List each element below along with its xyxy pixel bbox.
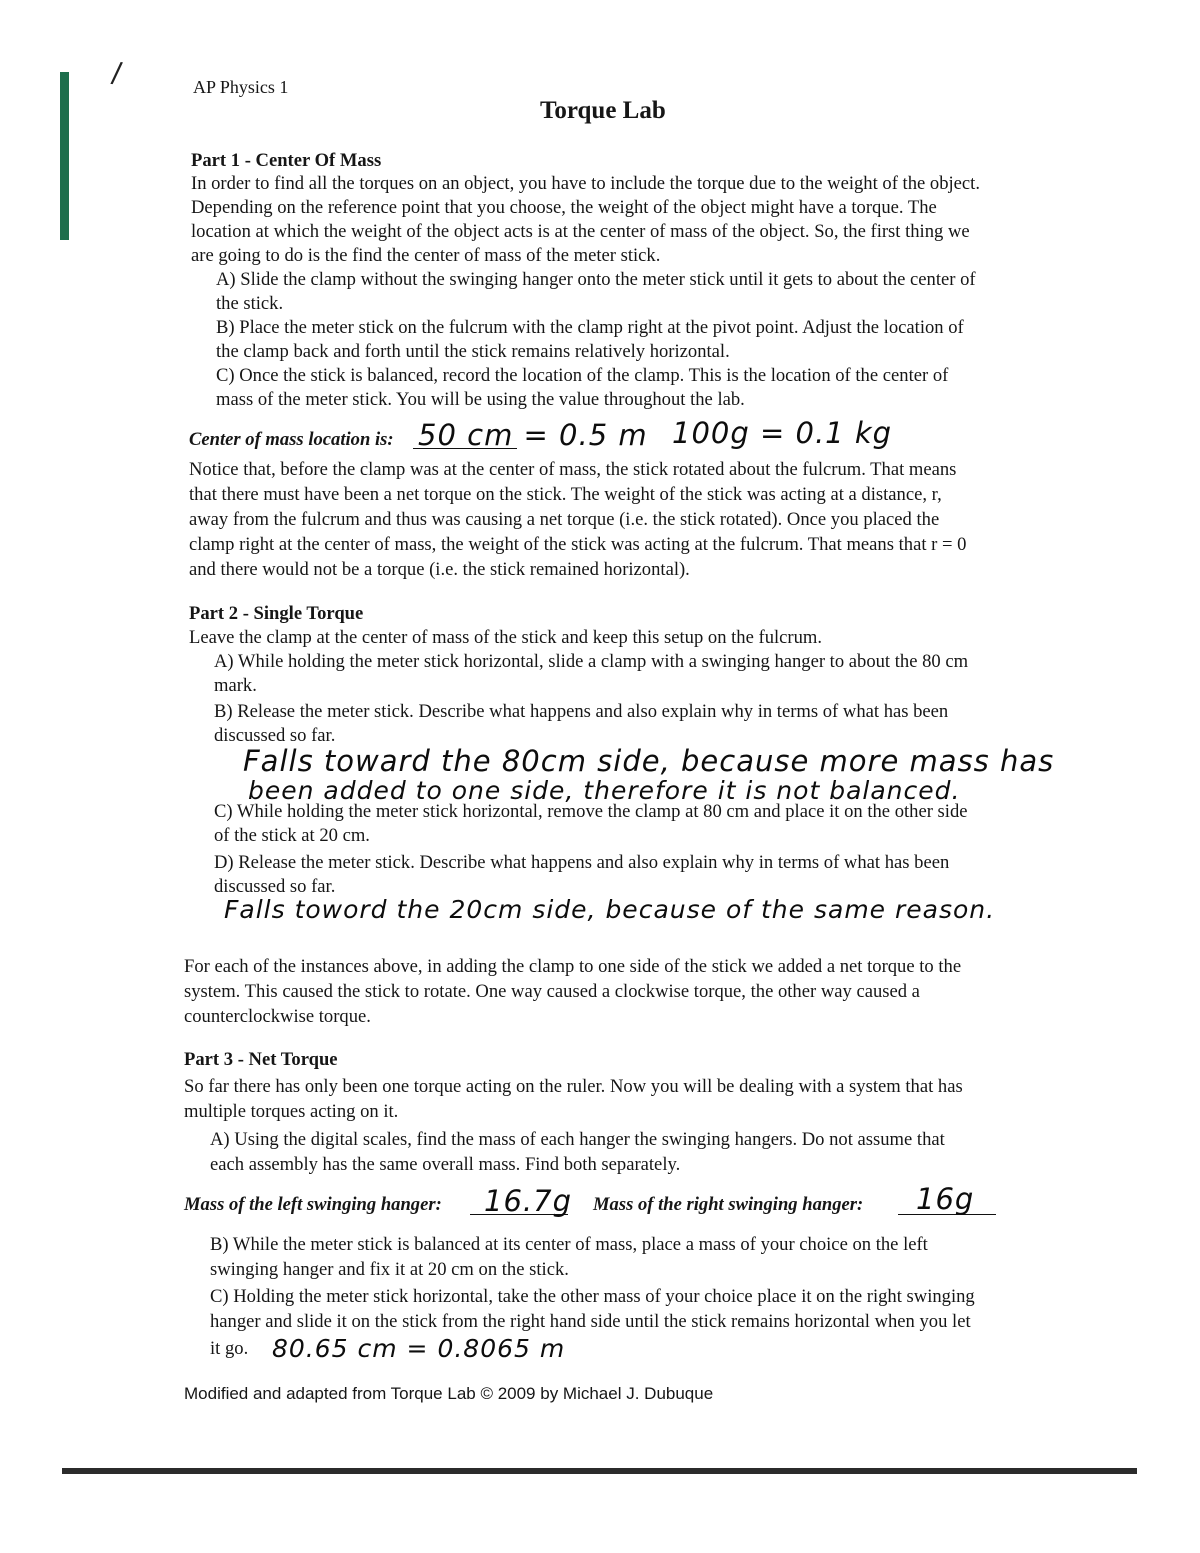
part1-intro-line: In order to find all the torques on an object, you have to include the torque due to the weight of the object. [191, 173, 980, 194]
summary-line: system. This caused the stick to rotate. One way caused a clockwise torque, the other way caused a [184, 981, 920, 1002]
summary-line: counterclockwise torque. [184, 1006, 371, 1027]
part3-intro-line: multiple torques acting on it. [184, 1101, 399, 1122]
part2-step-d-cont: discussed so far. [214, 876, 336, 897]
page-title: Torque Lab [540, 97, 666, 124]
notice-line: and there would not be a torque (i.e. the stick remained horizontal). [189, 559, 690, 580]
part2-step-c: C) While holding the meter stick horizontal, remove the clamp at 80 cm and place it on the other side [214, 801, 968, 822]
notice-line: that there must have been a net torque on the stick. The weight of the stick was acting at a distance, r, [189, 484, 942, 505]
part3-step-c-tail: it go. [210, 1338, 249, 1359]
part3-step-b-cont: swinging hanger and fix it at 20 cm on the stick. [210, 1259, 569, 1280]
notice-line: Notice that, before the clamp was at the center of mass, the stick rotated about the fulcrum. That means [189, 459, 957, 480]
part2-step-c-cont: of the stick at 20 cm. [214, 825, 370, 846]
part3-step-a: A) Using the digital scales, find the mass of each hanger the swinging hangers. Do not assume that [210, 1129, 945, 1150]
binder-edge-strip [60, 72, 69, 240]
answer-b-line-1: Falls toward the 80cm side, because more mass has [243, 744, 1055, 778]
part1-heading: Part 1 - Center Of Mass [191, 150, 382, 171]
part1-step-a-cont: the stick. [216, 293, 284, 314]
part2-step-a: A) While holding the meter stick horizontal, slide a clamp with a swinging hanger to about the 80 cm [214, 651, 969, 672]
course-name: AP Physics 1 [193, 77, 289, 97]
part1-intro-line: are going to do is the find the center of mass of the meter stick. [191, 245, 661, 266]
part1-intro-line: Depending on the reference point that you choose, the weight of the object might have a torque. The [191, 197, 937, 218]
answer-c: 80.65 cm = 0.8065 m [272, 1334, 566, 1363]
part1-step-b: B) Place the meter stick on the fulcrum with the clamp right at the pivot point. Adjust the location of [216, 317, 964, 338]
part1-step-c-cont: mass of the meter stick. You will be using the value throughout the lab. [216, 389, 745, 410]
part1-step-c: C) Once the stick is balanced, record the location of the clamp. This is the location of the center of [216, 365, 949, 386]
answer-b-line-2: been added to one side, therefore it is not balanced. [248, 776, 961, 805]
part2-step-a-cont: mark. [214, 675, 257, 696]
part2-intro: Leave the clamp at the center of mass of the stick and keep this setup on the fulcrum. [189, 627, 823, 648]
right-hanger-answer: 16g [916, 1182, 975, 1216]
part1-step-b-cont: the clamp back and forth until the stick remains relatively horizontal. [216, 341, 730, 362]
part2-step-b: B) Release the meter stick. Describe what happens and also explain why in terms of what has been [214, 701, 949, 722]
summary-line: For each of the instances above, in adding the clamp to one side of the stick we added a net torque to the [184, 956, 962, 977]
right-hanger-label: Mass of the right swinging hanger: [593, 1194, 864, 1215]
part1-step-a: A) Slide the clamp without the swinging hanger onto the meter stick until it gets to about the center of [216, 269, 976, 290]
part3-step-a-cont: each assembly has the same overall mass. Find both separately. [210, 1154, 681, 1175]
page-bottom-edge [62, 1468, 1137, 1474]
part2-step-d: D) Release the meter stick. Describe what happens and also explain why in terms of what has been [214, 852, 950, 873]
part3-heading: Part 3 - Net Torque [184, 1049, 338, 1070]
left-hanger-answer: 16.7g [484, 1184, 572, 1218]
credit-footer: Modified and adapted from Torque Lab © 2009 by Michael J. Dubuque [184, 1384, 714, 1403]
part2-heading: Part 2 - Single Torque [189, 603, 364, 624]
stick-mass-note: 100g = 0.1 kg [672, 416, 893, 450]
part2-step-b-cont: discussed so far. [214, 725, 336, 746]
pen-tick-mark: / [109, 55, 124, 90]
notice-line: away from the fulcrum and thus was causing a net torque (i.e. the stick rotated). Once you placed the [189, 509, 940, 530]
notice-line: clamp right at the center of mass, the weight of the stick was acting at the fulcrum. That means that r = 0 [189, 534, 967, 555]
part3-step-b: B) While the meter stick is balanced at its center of mass, place a mass of your choice on the left [210, 1234, 928, 1255]
center-of-mass-answer: 50 cm = 0.5 m [418, 418, 648, 452]
part3-intro-line: So far there has only been one torque acting on the ruler. Now you will be dealing with a system that has [184, 1076, 963, 1097]
part3-step-c-cont: hanger and slide it on the stick from the right hand side until the stick remains horizontal when you let [210, 1311, 971, 1332]
answer-d: Falls toword the 20cm side, because of the same reason. [224, 895, 996, 924]
part1-intro-line: location at which the weight of the object acts is at the center of mass of the object. So, the first thing we [191, 221, 970, 242]
center-of-mass-label: Center of mass location is: [189, 429, 394, 450]
left-hanger-label: Mass of the left swinging hanger: [184, 1194, 442, 1215]
part3-step-c: C) Holding the meter stick horizontal, take the other mass of your choice place it on the right swinging [210, 1286, 975, 1307]
